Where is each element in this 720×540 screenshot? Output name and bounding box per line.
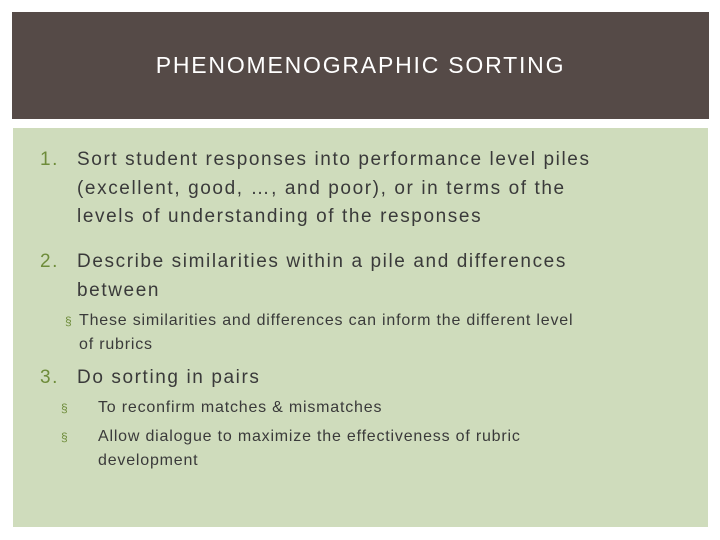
list-number-1: 1. (40, 149, 60, 170)
sub-item-3-2 (61, 425, 701, 475)
sub-item-3-1 (61, 396, 701, 422)
list-item-1-line-3: levels of understanding of the responses (77, 206, 483, 227)
sub-item-3-2-line-1: Allow dialogue to maximize the effectiveness of rubric (98, 428, 521, 445)
bullet-icon: § (61, 430, 69, 444)
sub-item-2-1-line-1: These similarities and differences can inform the different level (79, 312, 574, 329)
bullet-icon: § (65, 314, 73, 328)
list-item-1-line-1: Sort student responses into performance level piles (77, 149, 591, 170)
list-number-3: 3. (40, 367, 60, 388)
list-number-2: 2. (40, 251, 60, 272)
list-item-3-line-1: Do sorting in pairs (77, 367, 261, 388)
list-item-3 (40, 362, 700, 396)
sub-item-3-2-line-2: development (98, 452, 199, 469)
sub-item-2-1-line-2: of rubrics (79, 336, 153, 353)
list-item-2-line-2: between (77, 280, 161, 301)
bullet-icon: § (61, 401, 69, 415)
sub-item-2-1 (65, 309, 705, 359)
title-bar (12, 12, 709, 119)
list-item-2 (40, 246, 700, 310)
list-item-2-line-1: Describe similarities within a pile and differences (77, 251, 567, 272)
slide-title: PHENOMENOGRAPHIC SORTING (155, 52, 566, 78)
list-item-1 (40, 144, 700, 244)
sub-item-3-1-line-1: To reconfirm matches & mismatches (98, 399, 383, 416)
list-item-1-line-2: (excellent, good, …, and poor), or in terms of the (77, 178, 566, 199)
content-area (13, 128, 708, 527)
